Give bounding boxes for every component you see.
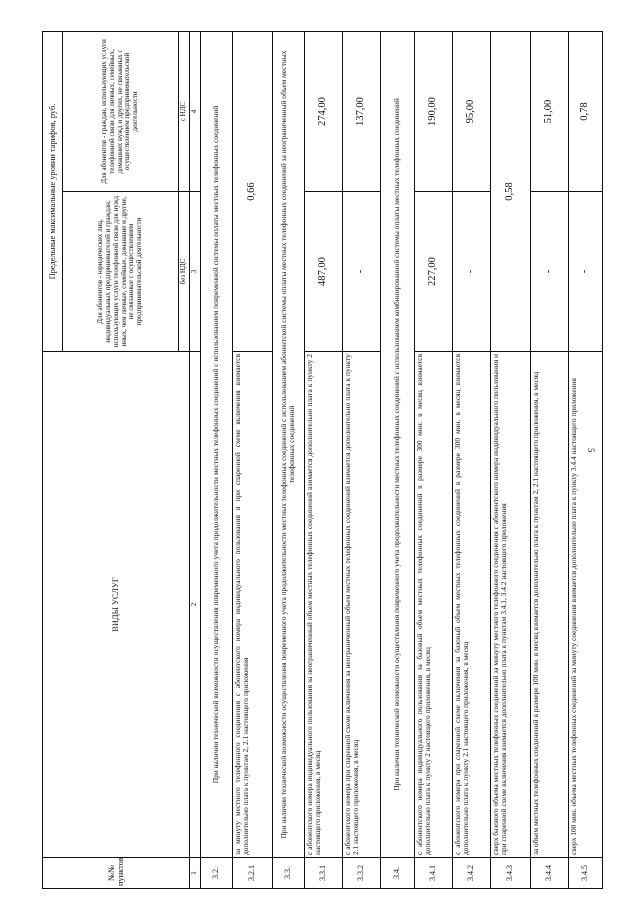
header-vat-excluded: без НДС (179, 192, 190, 352)
tariff-page (42, 32, 591, 889)
table-row (414, 31, 452, 888)
row-number: 3.2.1 (232, 858, 272, 889)
section-heading: При наличии технической возможности осуществления повременного учета продолжительности местных телефонных соединений с использованием абонентской системы оплаты местных телефонных соединений за неограниченный объем местных телефонных соединений (272, 31, 304, 857)
row-number: 3.4.4 (530, 858, 568, 889)
column-index-4: 4 (189, 31, 200, 191)
tariff-table (42, 31, 603, 889)
tariff-value-combined: 0,58 (490, 31, 530, 351)
section-heading: При наличии технической возможности осуществления повременного учета продолжительности местных телефонных соединений с использованием комбинированной системы оплаты местных телефонных соединений (380, 31, 414, 857)
tariff-value-individual: 51,00 (530, 31, 568, 191)
row-number: 3.4.5 (568, 858, 602, 889)
table-row (530, 31, 568, 888)
tariff-value-individual: 190,00 (414, 31, 452, 191)
header-individuals: Для абонентов - граждан, использующих услуги телефонной связи для личных, семейных, домашних нужд и других, не связанных с осуществлением предпринимательской деятельности (63, 31, 179, 191)
table-row (232, 31, 272, 888)
tariff-value-legal: - (452, 192, 490, 352)
tariff-value-legal: 487,00 (304, 192, 342, 352)
table-row (342, 31, 380, 888)
service-description: с абонентского номера при спаренной схеме включения за неограниченный объем местных телефонных соединений взимается дополнительно плата к пункту 2.1 настоящего приложения, в месяц (342, 352, 380, 858)
header-services: ВИДЫ УСЛУГ (43, 352, 190, 858)
table-row (568, 31, 602, 888)
service-description: за объем местных телефонных соединений в размере 100 мин. в месяц взимается дополнительно плата к пунктам 2, 2.1 настоящего приложения, в месяц (530, 352, 568, 858)
table-row (272, 31, 304, 888)
tariff-value-legal: - (530, 192, 568, 352)
table-row (452, 31, 490, 888)
column-index-2: 2 (189, 352, 200, 858)
service-description: с абонентского номера при спаренной схеме включения за базовый объем местных телефонных соединений в размере 300 мин. в месяц взимается дополнительно плата к пункту 2.1 настоящего приложения, в месяц (452, 352, 490, 858)
tariff-value-legal: - (342, 192, 380, 352)
header-legal-entities: Для абонентов - юридических лиц, индивидуальных предпринимателей и граждан, использующих услуги телефонной связи для нужд иных, чем личные, семейные, домашние и другие, не связанные с осуществлением предпринимательской деятельности (63, 192, 179, 352)
tariff-value-legal: 227,00 (414, 192, 452, 352)
tariff-value-individual: 0,78 (568, 31, 602, 191)
row-number: 3.2. (200, 858, 232, 889)
service-description: с абонентского номера индивидуального пользования за неограниченный объем местных телефонных соединений взимается дополнительно плата к пункту 2 настоящего приложения, в месяц (304, 352, 342, 858)
header-number: №№ пунктов (43, 858, 190, 889)
header-vat-included: с НДС (179, 31, 190, 191)
tariff-value-individual: 95,00 (452, 31, 490, 191)
header-tariff-group: Предельные максимальные уровни тарифов, руб. (43, 31, 63, 351)
row-number: 3.4. (380, 858, 414, 889)
tariff-value-individual: 137,00 (342, 31, 380, 191)
row-number: 3.3.2 (342, 858, 380, 889)
table-row (304, 31, 342, 888)
column-index-1: 1 (189, 858, 200, 889)
row-number: 3.4.2 (452, 858, 490, 889)
table-row (200, 31, 232, 888)
tariff-value-combined: 0,66 (232, 31, 272, 351)
table-row (380, 31, 414, 888)
row-number: 3.4.1 (414, 858, 452, 889)
page-number: 5 (586, 448, 596, 453)
section-heading: При наличии технической возможности осуществления повременного учета продолжительности местных телефонных соединений с использованием повременной системы оплаты местных телефонных соединений (200, 31, 232, 857)
column-index-3: 3 (189, 192, 200, 352)
row-number: 3.3.1 (304, 858, 342, 889)
service-description: за минуту местного телефонного соединения с абонентского номера индивидуального пользования и при спаренной схеме включения взимается дополнительно плата к пунктам 2, 2.1 настоящего приложения (232, 352, 272, 858)
table-row (490, 31, 530, 888)
row-number: 3.3. (272, 858, 304, 889)
tariff-value-legal: - (568, 192, 602, 352)
tariff-value-individual: 274,00 (304, 31, 342, 191)
service-description: сверх 100 мин. объема местных телефонных соединений за минуту соединения взимается дополнительно плата к пункту 3.4.4 настоящего приложения (568, 352, 602, 858)
service-description: с абонентского номера индивидуального пользования за базовый объем местных телефонных соединений в размере 300 мин. в месяц взимается дополнительно плата к пункту 2 настоящего приложения, в месяц (414, 352, 452, 858)
service-description: сверх базового объема местных телефонных соединений за минуту местного телефонного соединения с абонентского номера индивидуального пользования и при спаренной схеме включения взимается дополнительно плата к пунктам 3.4.1, 3.4.2 настоящего приложения (490, 352, 530, 858)
row-number: 3.4.3 (490, 858, 530, 889)
